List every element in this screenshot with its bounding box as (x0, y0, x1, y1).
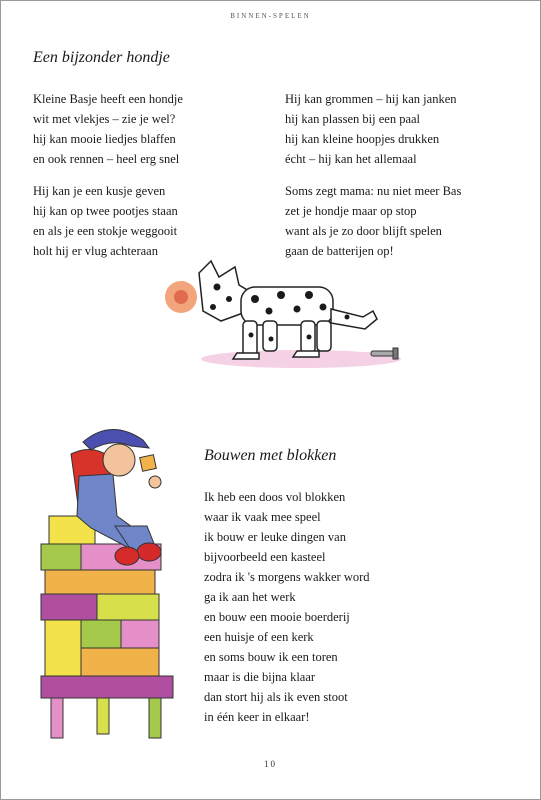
poem1-stanza-2 (33, 181, 178, 261)
poem-line: ga ik aan het werk (204, 590, 296, 604)
poem-line: hij kan plassen bij een paal (285, 112, 421, 126)
poem-line: en bouw een mooie boerderij (204, 610, 350, 624)
poem-line: Hij kan grommen – hij kan janken (285, 92, 457, 106)
poem2-text (204, 487, 370, 727)
poem1-stanza-1 (33, 89, 183, 169)
shoe (137, 543, 161, 561)
page-number: 10 (264, 759, 277, 769)
poem-line: dan stort hij als ik even stoot (204, 690, 348, 704)
poem-line: gaan de batterijen op! (285, 244, 394, 258)
poem-line: bijvoorbeeld een kasteel (204, 550, 326, 564)
poem-line: want als je zo door blijft spelen (285, 224, 442, 238)
poem-line: en soms bouw ik een toren (204, 650, 338, 664)
boy-on-blocks-illustration (31, 416, 211, 751)
poem-line: een huisje of een kerk (204, 630, 314, 644)
poem-title-hondje: Een bijzonder hondje (33, 49, 170, 66)
poem-line: Hij kan je een kusje geven (33, 184, 166, 198)
poem1-stanza-4 (285, 181, 461, 261)
poem1-stanza-3 (285, 89, 457, 169)
poem-line: écht – hij kan het allemaal (285, 152, 417, 166)
poem-line: holt hij er vlug achteraan (33, 244, 158, 258)
dog-bone (165, 281, 197, 313)
poem-title-blokken: Bouwen met blokken (204, 447, 337, 464)
shoe (115, 547, 139, 565)
poem-line: zet je hondje maar op stop (285, 204, 417, 218)
running-head: BINNEN-SPELEN (230, 12, 311, 20)
poem-line: in één keer in elkaar! (204, 710, 310, 724)
poem-line: en ook rennen – heel erg snel (33, 152, 180, 166)
poem-line: Kleine Basje heeft een hondje (33, 92, 183, 106)
poem-line: Ik heb een doos vol blokken (204, 490, 346, 504)
robot-dog-illustration (151, 251, 411, 381)
poem-line: hij kan mooie liedjes blaffen (33, 132, 176, 146)
dog-body (199, 261, 377, 359)
poem-line: waar ik vaak mee speel (204, 510, 321, 524)
poem-line: hij kan kleine hoopjes drukken (285, 132, 440, 146)
poem-line: hij kan op twee pootjes staan (33, 204, 178, 218)
poem-line: maar is die bijna klaar (204, 670, 316, 684)
poem-line: Soms zegt mama: nu niet meer Bas (285, 184, 462, 198)
poem-line: en als je een stokje weggooit (33, 224, 178, 238)
poem-line: wit met vlekjes – zie je wel? (33, 112, 176, 126)
boy-face (103, 444, 135, 476)
poem-line: zodra ik 's morgens wakker word (204, 570, 370, 584)
poem-line: ik bouw er leuke dingen van (204, 530, 346, 544)
